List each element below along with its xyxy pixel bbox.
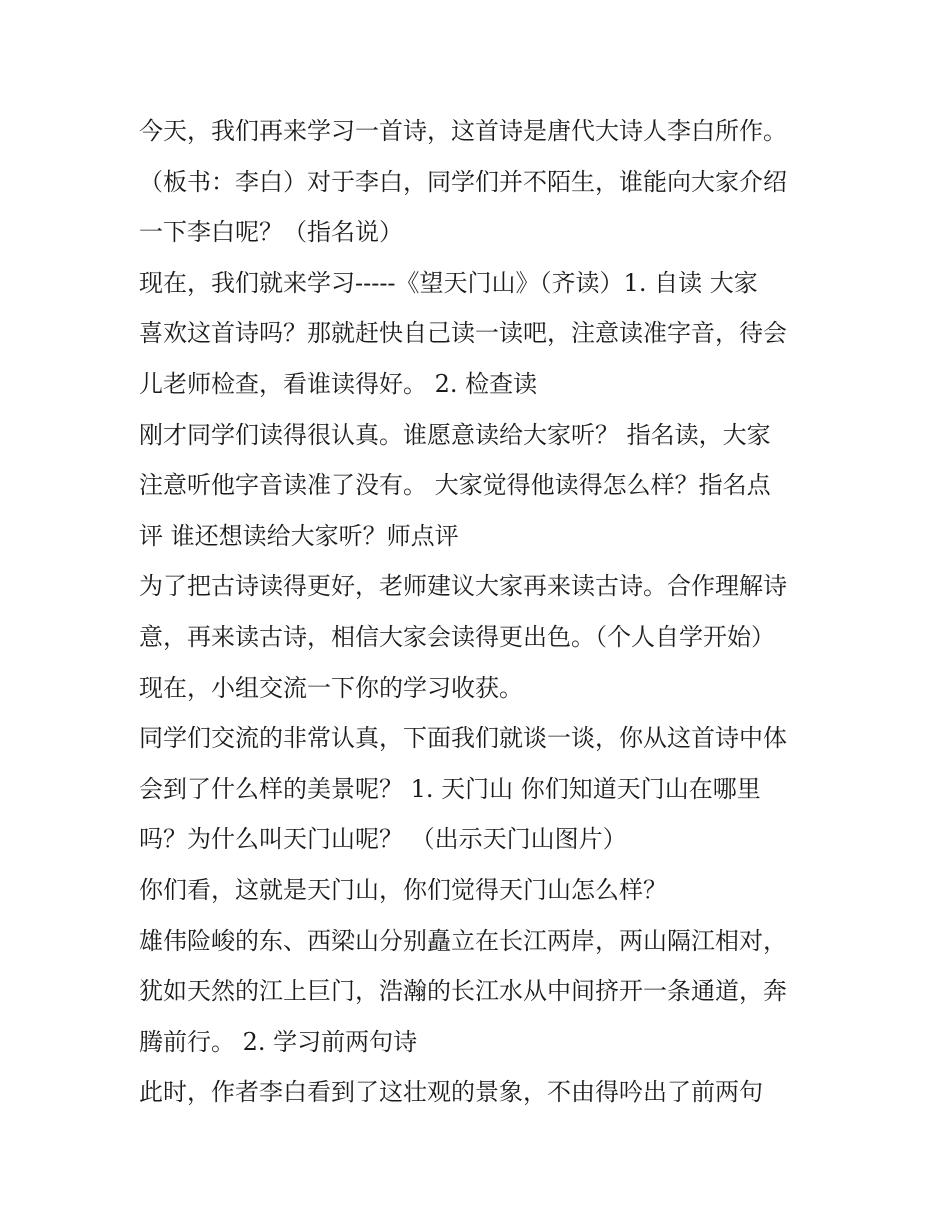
text-line: 儿老师检查，看谁读得好。 2. 检查读 bbox=[139, 369, 538, 398]
text-line: 腾前行。 2. 学习前两句诗 bbox=[139, 1027, 418, 1056]
text-line: 喜欢这首诗吗？那就赶快自己读一读吧，注意读准字音，待会 bbox=[139, 319, 787, 348]
text-line: 意，再来读古诗，相信大家会读得更出色。（个人自学开始） bbox=[139, 622, 775, 651]
text-line: 今天，我们再来学习一首诗，这首诗是唐代大诗人李白所作。 bbox=[139, 117, 787, 145]
text-line: 一下李白呢？（指名说） bbox=[139, 218, 403, 247]
body-text bbox=[139, 106, 829, 1118]
text-line: 吗？为什么叫天门山呢？ （出示天门山图片） bbox=[139, 825, 627, 854]
text-line: 同学们交流的非常认真，下面我们就谈一谈，你从这首诗中体 bbox=[139, 724, 787, 753]
text-line: 刚才同学们读得很认真。谁愿意读给大家听？ 指名读，大家 bbox=[139, 420, 771, 449]
text-line: 现在，小组交流一下你的学习收获。 bbox=[139, 673, 523, 702]
text-line: 犹如天然的江上巨门，浩瀚的长江水从中间挤开一条通道，奔 bbox=[139, 977, 787, 1006]
text-line: 为了把古诗读得更好，老师建议大家再来读古诗。合作理解诗 bbox=[139, 572, 787, 601]
text-line: 现在，我们就来学习-----《望天门山》（齐读）1. 自读 大家 bbox=[139, 268, 758, 297]
text-line: 注意听他字音读准了没有。 大家觉得他读得怎么样？指名点 bbox=[139, 471, 771, 500]
text-line: 雄伟险峻的东、西梁山分别矗立在长江两岸，两山隔江相对， bbox=[139, 926, 787, 955]
text-line: 此时，作者李白看到了这壮观的景象，不由得吟出了前两句 bbox=[139, 1078, 763, 1107]
text-line: 会到了什么样的美景呢？ 1. 天门山 你们知道天门山在哪里 bbox=[139, 774, 761, 803]
text-line: 你们看，这就是天门山，你们觉得天门山怎么样？ bbox=[139, 875, 667, 904]
text-line: 评 谁还想读给大家听？师点评 bbox=[139, 521, 459, 550]
text-line: （板书：李白）对于李白，同学们并不陌生，谁能向大家介绍 bbox=[139, 167, 787, 196]
